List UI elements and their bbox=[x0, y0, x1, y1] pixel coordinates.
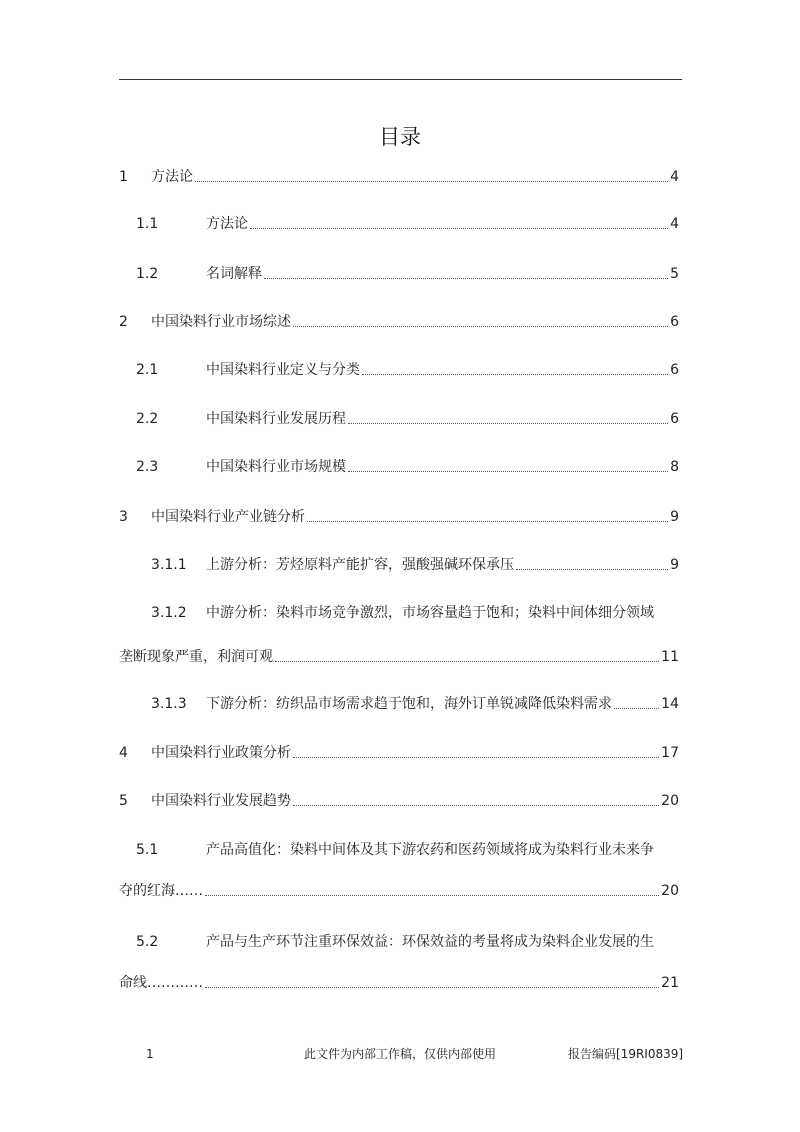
toc-leader-dots bbox=[293, 804, 659, 806]
toc-number: 3.1.1 bbox=[151, 557, 187, 573]
toc-text: 名词解释 bbox=[206, 266, 262, 282]
toc-page: 6 bbox=[670, 362, 679, 378]
header-rule bbox=[119, 79, 682, 80]
toc-number: 2.3 bbox=[136, 459, 159, 475]
toc-number: 4 bbox=[119, 745, 128, 761]
toc-entry-1-1[interactable] bbox=[119, 212, 679, 236]
toc-number: 5 bbox=[119, 793, 128, 809]
toc-text: 中游分析：染料市场竞争激烈，市场容量趋于饱和；染料中间体细分领域 bbox=[206, 605, 654, 621]
toc-leader-dots bbox=[205, 986, 659, 988]
toc-entry-1[interactable] bbox=[119, 165, 679, 189]
toc-page: 14 bbox=[661, 696, 679, 712]
toc-page: 11 bbox=[661, 649, 679, 665]
toc-text: 中国染料行业政策分析 bbox=[151, 745, 291, 761]
toc-leader-dots bbox=[250, 227, 668, 229]
toc-number: 2.1 bbox=[136, 362, 159, 378]
toc-entry-3[interactable] bbox=[119, 505, 679, 529]
toc-entry-5-2-cont[interactable] bbox=[119, 971, 679, 995]
toc-entry-2-1[interactable] bbox=[119, 358, 679, 382]
toc-number: 1.1 bbox=[136, 216, 159, 232]
toc-page: 5 bbox=[670, 266, 679, 282]
toc-entry-2-2[interactable] bbox=[119, 407, 679, 431]
toc-page: 4 bbox=[670, 216, 679, 232]
toc-number: 1.2 bbox=[136, 266, 159, 282]
toc-leader-dots bbox=[293, 325, 668, 327]
toc-text-continued: 命线………… bbox=[119, 975, 203, 991]
toc-page: 9 bbox=[670, 509, 679, 525]
toc-text: 中国染料行业发展趋势 bbox=[151, 793, 291, 809]
toc-entry-5-1-cont[interactable] bbox=[119, 879, 679, 903]
toc-number: 5.2 bbox=[136, 934, 159, 950]
toc-leader-dots bbox=[195, 180, 668, 182]
toc-text-continued: 垄断现象严重，利润可观 bbox=[119, 649, 273, 665]
toc-text: 中国染料行业市场规模 bbox=[206, 459, 346, 475]
toc-leader-dots bbox=[362, 373, 668, 375]
toc-page: 17 bbox=[661, 745, 679, 761]
toc-page: 20 bbox=[661, 883, 679, 899]
toc-number: 3.1.3 bbox=[151, 696, 187, 712]
toc-text: 产品与生产环节注重环保效益：环保效益的考量将成为染料企业发展的生 bbox=[206, 934, 654, 950]
footer-page-number: 1 bbox=[146, 1047, 154, 1061]
toc-leader-dots bbox=[348, 422, 668, 424]
toc-leader-dots bbox=[293, 756, 659, 758]
toc-page: 21 bbox=[661, 975, 679, 991]
toc-entry-5-2[interactable] bbox=[119, 930, 679, 954]
toc-entry-1-2[interactable] bbox=[119, 262, 679, 286]
toc-entry-2-3[interactable] bbox=[119, 455, 679, 479]
toc-number: 5.1 bbox=[136, 842, 159, 858]
footer-report-code: 报告编码[19RI0839] bbox=[568, 1047, 684, 1061]
toc-entry-5[interactable] bbox=[119, 789, 679, 813]
toc-leader-dots bbox=[205, 894, 659, 896]
toc-text: 上游分析：芳烃原料产能扩容，强酸强碱环保承压 bbox=[206, 557, 514, 573]
toc-page: 20 bbox=[661, 793, 679, 809]
page-title: 目录 bbox=[379, 125, 421, 149]
toc-entry-5-1[interactable] bbox=[119, 838, 679, 862]
toc-entry-3-1-2[interactable] bbox=[119, 601, 679, 625]
toc-entry-4[interactable] bbox=[119, 741, 679, 765]
toc-entry-3-1-2-cont[interactable] bbox=[119, 645, 679, 669]
toc-leader-dots bbox=[348, 470, 668, 472]
toc-entry-2[interactable] bbox=[119, 310, 679, 334]
toc-text: 方法论 bbox=[206, 216, 248, 232]
toc-entry-3-1-1[interactable] bbox=[119, 553, 679, 577]
toc-page: 9 bbox=[670, 557, 679, 573]
toc-text: 方法论 bbox=[151, 169, 193, 185]
toc-number: 3 bbox=[119, 509, 128, 525]
toc-number: 2 bbox=[119, 314, 128, 330]
toc-text: 中国染料行业定义与分类 bbox=[206, 362, 360, 378]
toc-number: 1 bbox=[119, 169, 128, 185]
toc-number: 3.1.2 bbox=[151, 605, 187, 621]
toc-text: 中国染料行业产业链分析 bbox=[151, 509, 305, 525]
toc-leader-dots bbox=[516, 568, 668, 570]
toc-page: 6 bbox=[670, 314, 679, 330]
toc-leader-dots bbox=[264, 277, 668, 279]
toc-number: 2.2 bbox=[136, 411, 159, 427]
toc-page: 8 bbox=[670, 459, 679, 475]
toc-text: 中国染料行业市场综述 bbox=[151, 314, 291, 330]
toc-text-continued: 夺的红海…… bbox=[119, 883, 203, 899]
toc-text: 产品高值化：染料中间体及其下游农药和医药领域将成为染料行业未来争 bbox=[206, 842, 654, 858]
toc-leader-dots bbox=[275, 660, 659, 662]
toc-entry-3-1-3[interactable] bbox=[119, 692, 679, 716]
toc-page: 6 bbox=[670, 411, 679, 427]
footer-notice: 此文件为内部工作稿，仅供内部使用 bbox=[304, 1047, 497, 1061]
toc-leader-dots bbox=[307, 520, 668, 522]
toc-page: 4 bbox=[670, 169, 679, 185]
toc-leader-dots bbox=[614, 707, 659, 709]
toc-text: 中国染料行业发展历程 bbox=[206, 411, 346, 427]
toc-text: 下游分析：纺织品市场需求趋于饱和，海外订单锐减降低染料需求 bbox=[206, 696, 612, 712]
